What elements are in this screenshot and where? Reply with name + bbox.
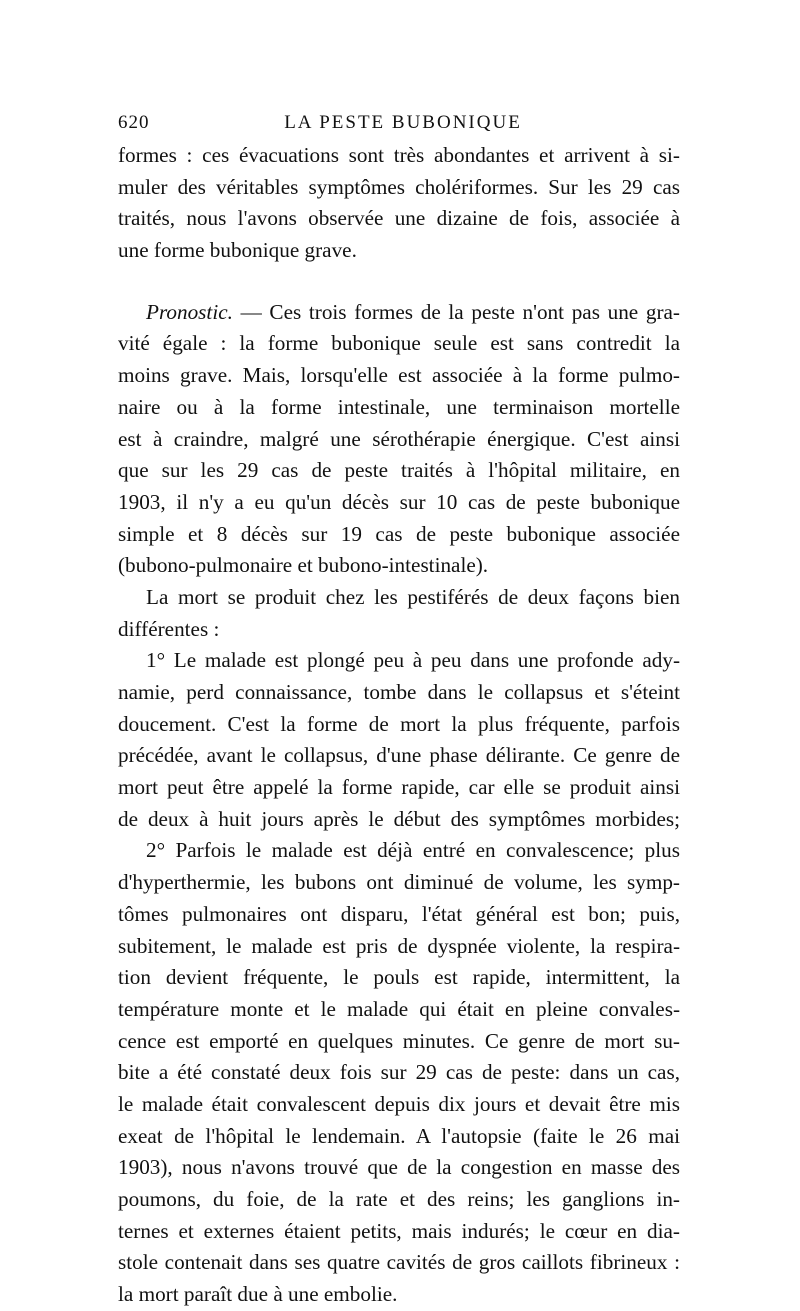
- text-line: différentes :: [118, 616, 220, 641]
- text-line: 1° Le malade est plongé peu à peu dans une profonde ady-: [146, 648, 680, 673]
- text-line: [118, 297, 680, 329]
- text-line: tômes pulmonaires ont disparu, l'état général est bon; puis,: [118, 901, 680, 926]
- text-line: que sur les 29 cas de peste traités à l'hôpital militaire, en: [118, 458, 680, 483]
- text-line: exeat de l'hôpital le lendemain. A l'autopsie (faite le 26 mai: [118, 1123, 680, 1148]
- text-line-rest: — Ces trois formes de la peste n'ont pas une gra-: [232, 299, 680, 324]
- text-line: le malade était convalescent depuis dix jours et devait être mis: [118, 1091, 680, 1116]
- text-line: naire ou à la forme intestinale, une terminaison mortelle: [118, 394, 680, 419]
- text-line: 2° Parfois le malade est déjà entré en convalescence; plus: [146, 838, 680, 863]
- text-line: La mort se produit chez les pestiférés de deux façons bien: [146, 584, 680, 609]
- text-line: traités, nous l'avons observée une dizaine de fois, associée à: [118, 206, 680, 231]
- running-title: LA PESTE BUBONIQUE: [284, 112, 522, 133]
- text-line: mort peut être appelé la forme rapide, car elle se produit ainsi: [118, 775, 680, 800]
- text-line: est à craindre, malgré une sérothérapie énergique. C'est ainsi: [118, 426, 680, 451]
- text-line: cence est emporté en quelques minutes. Ce genre de mort su-: [118, 1028, 680, 1053]
- section-heading: Pronostic.: [146, 299, 233, 324]
- text-line: vité égale : la forme bubonique seule est sans contredit la: [118, 331, 680, 356]
- text-line: doucement. C'est la forme de mort la plus fréquente, parfois: [118, 711, 680, 736]
- text-line: ternes et externes étaient petits, mais indurés; le cœur en dia-: [118, 1218, 680, 1243]
- text-line: formes : ces évacuations sont très abondantes et arrivent à si-: [118, 143, 680, 167]
- text-line: muler des véritables symptômes cholériformes. Sur les 29 cas: [118, 174, 680, 199]
- text-line: d'hyperthermie, les bubons ont diminué de volume, les symp-: [118, 870, 680, 895]
- text-line: de deux à huit jours après le début des symptômes morbides;: [118, 806, 680, 831]
- text-line: namie, perd connaissance, tombe dans le collapsus et s'éteint: [118, 680, 680, 704]
- body-text: [118, 140, 680, 1311]
- text-line: simple et 8 décès sur 19 cas de peste bubonique associée: [118, 521, 680, 546]
- text-line: température monte et le malade qui était en pleine convales-: [118, 996, 680, 1021]
- paragraph-gap: [118, 267, 680, 297]
- text-line: une forme bubonique grave.: [118, 238, 357, 263]
- text-line: tion devient fréquente, le pouls est rapide, intermittent, la: [118, 965, 680, 990]
- page-number: 620: [118, 112, 150, 133]
- text-line: précédée, avant le collapsus, d'une phase délirante. Ce genre de: [118, 743, 680, 768]
- text-line: moins grave. Mais, lorsqu'elle est associée à la forme pulmo-: [118, 363, 680, 388]
- text-line: subitement, le malade est pris de dyspnée violente, la respira-: [118, 933, 680, 958]
- running-header: [118, 112, 688, 140]
- text-line: stole contenait dans ses quatre cavités de gros caillots fibrineux :: [118, 1250, 680, 1275]
- text-line: (bubono-pulmonaire et bubono-intestinale).: [118, 553, 489, 578]
- text-line: poumons, du foie, de la rate et des reins; les ganglions in-: [118, 1187, 680, 1211]
- text-line: 1903, il n'y a eu qu'un décès sur 10 cas de peste bubonique: [118, 489, 680, 514]
- text-line: bite a été constaté deux fois sur 29 cas de peste: dans un cas,: [118, 1060, 680, 1085]
- text-line: la mort paraît due à une embolie.: [118, 1282, 398, 1307]
- text-line: 1903), nous n'avons trouvé que de la congestion en masse des: [118, 1155, 680, 1180]
